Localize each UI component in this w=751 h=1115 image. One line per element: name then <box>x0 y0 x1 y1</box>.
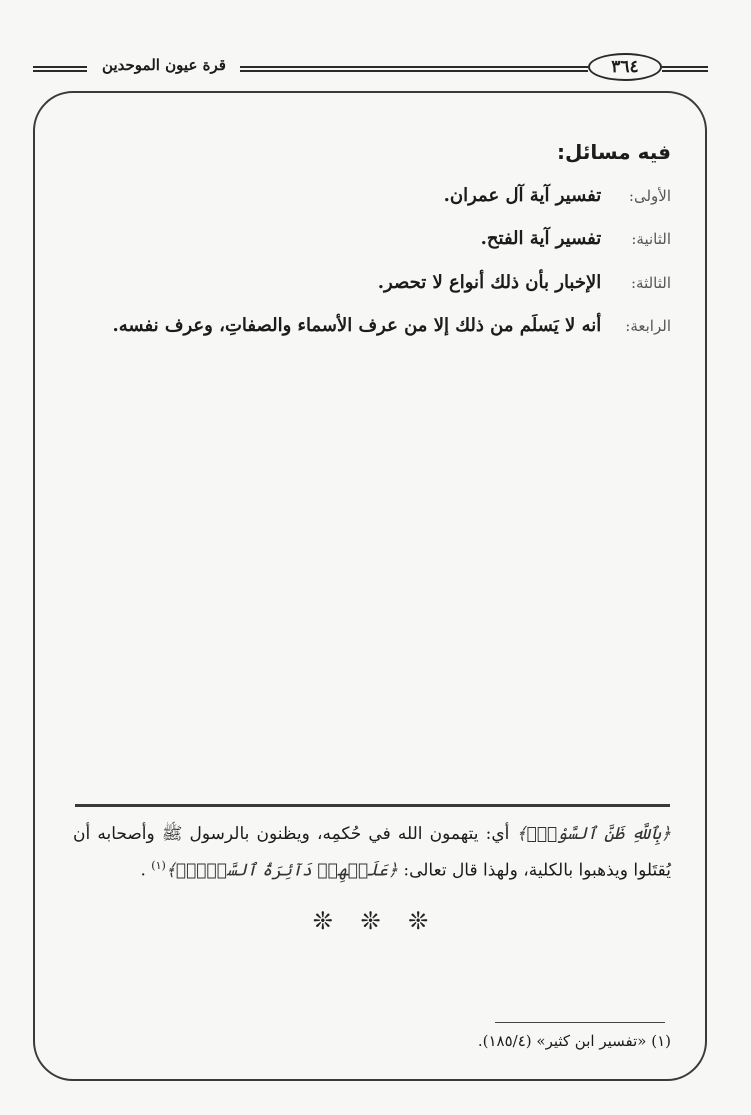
paragraph-end: . <box>140 860 146 881</box>
footnote-ref[interactable]: (١) <box>151 859 166 872</box>
issue-item <box>73 309 671 343</box>
issues-heading: فيه مسائل: <box>557 140 671 164</box>
header-rule-right <box>662 66 708 72</box>
header-rule-left <box>33 66 87 72</box>
issue-text: أنه لا يَسلَم من ذلك إلا من عرف الأسماء والصفاتِ، وعرف نفسه. <box>112 315 602 336</box>
section-rule <box>75 804 670 807</box>
footnote-rule <box>495 1022 665 1023</box>
issue-item <box>71 222 671 256</box>
header-rule-middle <box>240 66 588 72</box>
issue-label: الأولى: <box>628 187 671 205</box>
footnote: (١) «تفسير ابن كثير» (١٨٥/٤). <box>477 1032 671 1050</box>
quran-quote: ﴿عَلَيۡهِمۡ دَآئِرَةُ ٱلسَّوۡءِۖ﴾ <box>165 860 398 881</box>
issue-label: الثالثة: <box>630 274 671 292</box>
issue-label: الرابعة: <box>625 317 671 335</box>
commentary-paragraph <box>73 818 671 887</box>
running-title: قرة عيون الموحدين <box>102 56 226 74</box>
page-number: ٣٦٤ <box>588 53 662 81</box>
quran-quote: ﴿بِٱللَّهِ ظَنَّ ٱلسَّوْءِۚ﴾ <box>516 824 672 844</box>
paragraph-text: أي: يتهمون الله في حُكمِه، ويظنون بالرسول ﷺ وأصحابه أن يُقتَلوا ويذهبوا بالكلية، ولهذا قال تعالى: <box>73 824 671 881</box>
issue-item <box>71 179 671 213</box>
issue-text: تفسير آية آل عمران. <box>443 185 602 206</box>
issue-text: الإخبار بأن ذلك أنواع لا تحصر. <box>377 272 602 293</box>
issue-label: الثانية: <box>631 230 671 248</box>
star-separator: ❊ ❊ ❊ <box>312 907 439 935</box>
issue-text: تفسير آية الفتح. <box>480 228 602 249</box>
issue-item <box>71 266 671 300</box>
